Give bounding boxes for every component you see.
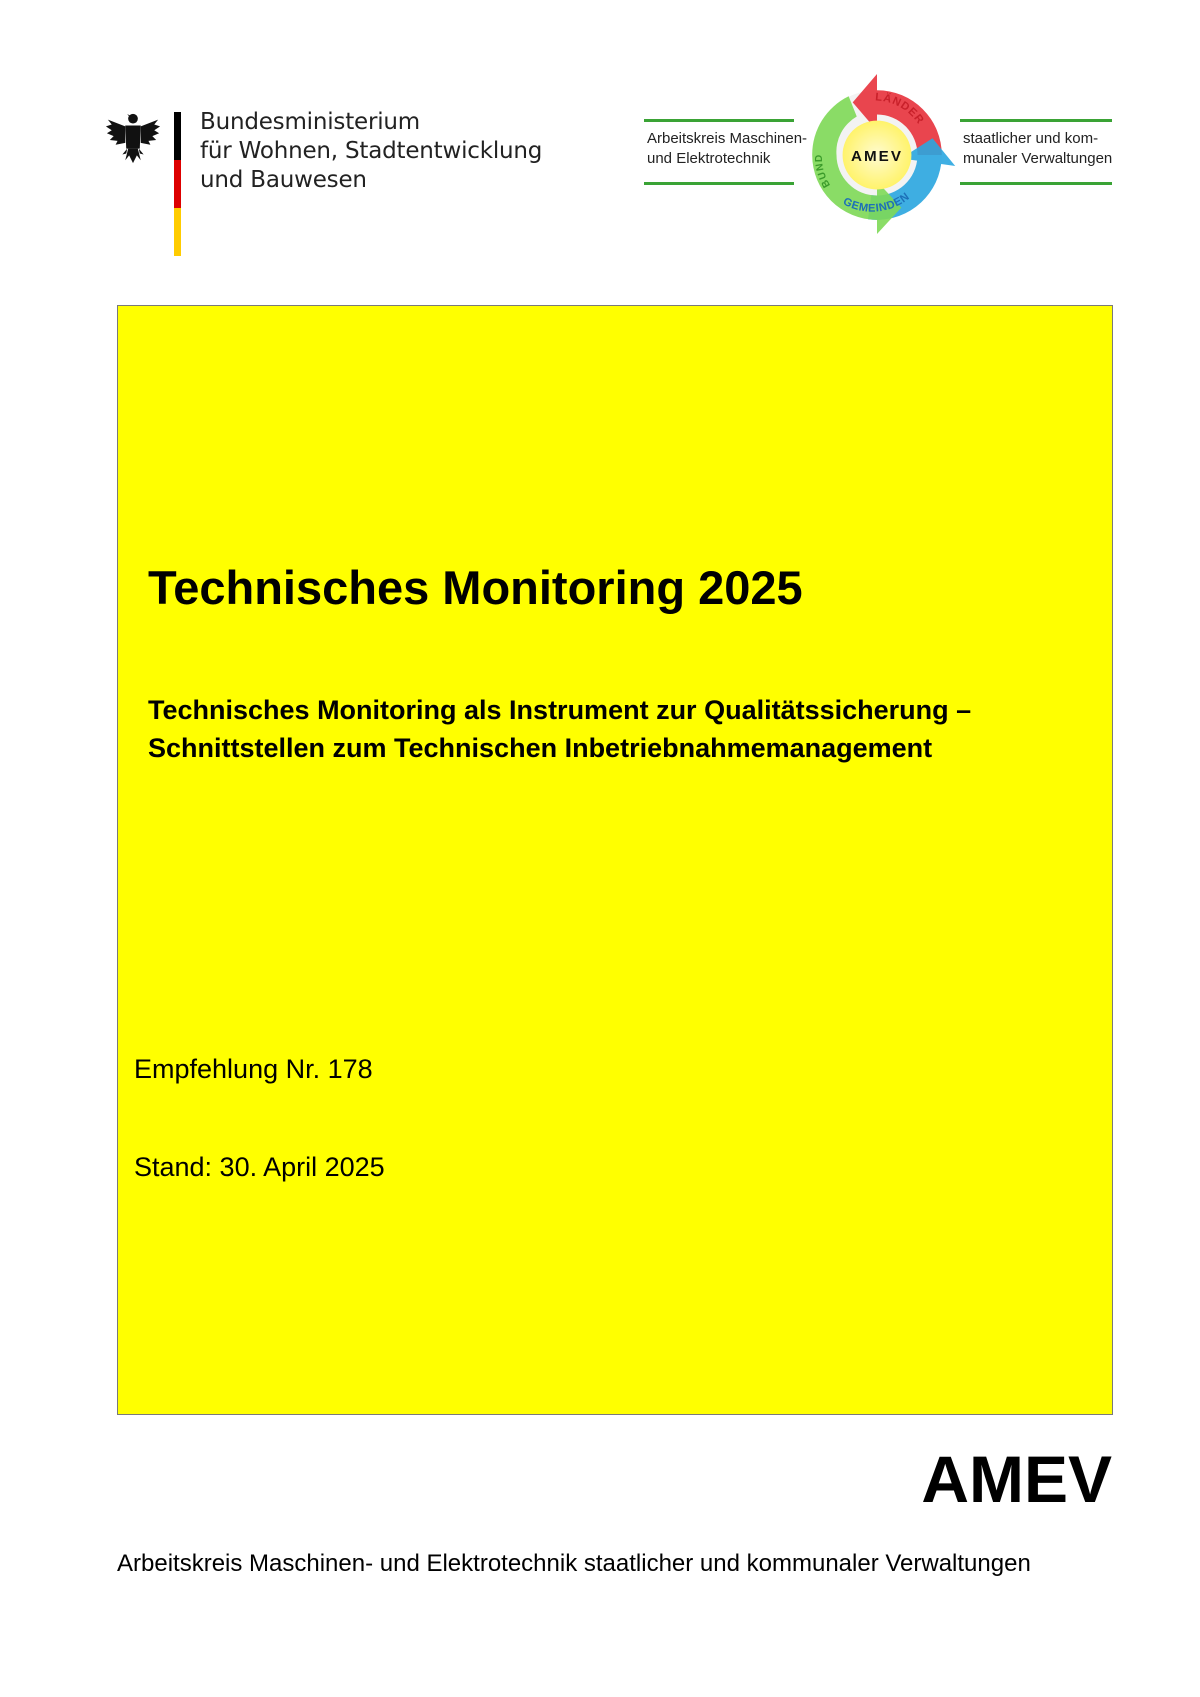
amev-cycle-emblem bbox=[796, 72, 958, 234]
footer-organization-name: Arbeitskreis Maschinen- und Elektrotechnik staatlicher und kommunaler Verwaltungen bbox=[117, 1550, 1031, 1577]
arc-label-bottom-path: GEMEINDEN bbox=[841, 190, 912, 215]
amev-left-line: Arbeitskreis Maschinen- bbox=[647, 130, 808, 147]
document-title: Technisches Monitoring 2025 bbox=[148, 561, 803, 614]
amev-center-label: AMEV bbox=[851, 148, 903, 166]
ministry-name-line: für Wohnen, Stadtentwicklung bbox=[200, 138, 543, 164]
ministry-logo bbox=[104, 108, 543, 258]
flag-stripe-red bbox=[174, 160, 181, 208]
arc-label-left-path: BUND bbox=[813, 153, 833, 190]
ministry-name-line: Bundesministerium bbox=[200, 109, 421, 135]
arc-label-top-path: LÄNDER bbox=[874, 91, 927, 127]
amev-right-text bbox=[963, 129, 1112, 169]
ministry-name-line: und Bauwesen bbox=[200, 167, 367, 193]
amev-rule-bottom-right bbox=[960, 182, 1112, 185]
footer-acronym: AMEV bbox=[921, 1442, 1112, 1516]
flag-stripe-gold bbox=[174, 208, 181, 256]
amev-rule-bottom-left bbox=[644, 182, 794, 185]
federal-eagle-icon bbox=[104, 110, 162, 168]
amev-right-line: munaler Verwaltungen bbox=[963, 150, 1113, 167]
document-date: Stand: 30. April 2025 bbox=[134, 1152, 385, 1182]
amev-logo bbox=[644, 72, 1116, 242]
document-subtitle-line: Schnittstellen zum Technischen Inbetriebnahmemanagement bbox=[148, 733, 933, 763]
amev-left-line: und Elektrotechnik bbox=[647, 150, 771, 167]
ministry-name bbox=[200, 108, 542, 195]
amev-left-text bbox=[647, 129, 807, 169]
amev-rule-top-left bbox=[644, 119, 794, 122]
german-flag-bar bbox=[174, 112, 181, 256]
flag-stripe-black bbox=[174, 112, 181, 160]
cover-title-box bbox=[117, 305, 1113, 1415]
amev-rule-top-right bbox=[960, 119, 1112, 122]
recommendation-number: Empfehlung Nr. 178 bbox=[134, 1054, 373, 1084]
amev-right-line: staatlicher und kom- bbox=[963, 130, 1099, 147]
document-subtitle-line: Technisches Monitoring als Instrument zur Qualitätssicherung – bbox=[148, 695, 972, 725]
document-subtitle bbox=[148, 691, 971, 767]
